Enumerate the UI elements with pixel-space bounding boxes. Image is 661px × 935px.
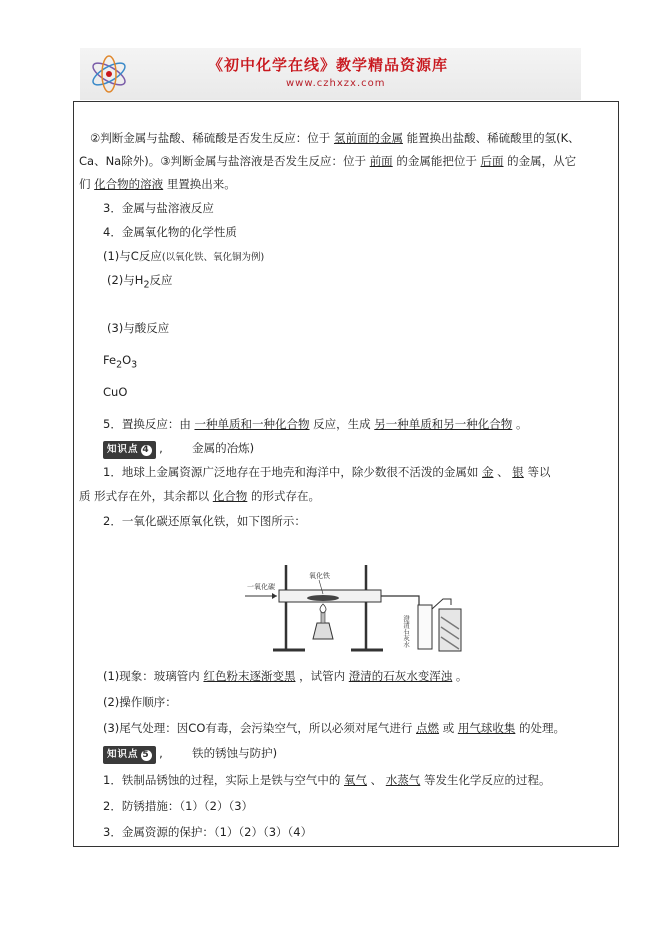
- text-line-7: (2)与$H_2$反应: [107, 273, 173, 291]
- text-line-8: (3)与酸反应: [107, 321, 170, 335]
- text-line-12: 1．地球上金属资源广泛地存在于地壳和海洋中，除少数很不活泼的金属如 金 、 银 等以: [103, 465, 551, 479]
- iron-oxide-powder: [307, 595, 339, 601]
- text-line-16: (2)操作顺序：: [103, 695, 177, 709]
- atom-logo-icon: [86, 52, 132, 96]
- text-line-11: 5．置换反应：由 一种单质和一种化合物 反应，生成 另一种单质和另一种化合物 。: [103, 417, 528, 431]
- text-line-6: (1)与C反应(以氧化铁、氧化铜为例): [103, 249, 265, 263]
- co-reduction-apparatus-diagram: [243, 557, 465, 657]
- knowledge-point-5: 知识点 5 , 铁的锈蚀与防护): [103, 745, 277, 764]
- iron-oxide-label: 氧化铁: [309, 572, 330, 580]
- knowledge-point-4: 知识点 4 , 金属的冶炼): [103, 440, 254, 459]
- banner-title: 《初中化学在线》教学精品资源库: [208, 56, 449, 74]
- text-line-14: 2．一氧化碳还原氧化铁，如下图所示：: [103, 514, 306, 528]
- text-line-19: 2．防锈措施：（1）（2）（3）: [103, 799, 254, 813]
- text-line-4: 3．金属与盐溶液反应: [103, 201, 214, 215]
- knowledge-badge-5: 知识点 5: [103, 746, 156, 764]
- text-line-17: (3)尾气处理：因CO有毒，会污染空气，所以必须对尾气进行 点燃 或 用气球收集 的处理。: [103, 721, 565, 735]
- text-line-1: ②判断金属与盐酸、稀硫酸是否发生反应：位于 氢前面的金属 能置换出盐酸、稀硫酸里的氢(K、: [90, 131, 580, 145]
- knowledge-badge-4: 知识点 4: [103, 441, 156, 459]
- text-line-18: 1．铁制品锈蚀的过程，实际上是铁与空气中的 氧气 、 水蒸气 等发生化学反应的过程。: [103, 773, 551, 787]
- text-line-3: 们 化合物的溶液 里置换出来。: [79, 177, 236, 191]
- text-line-9: $Fe_2O_3$: [103, 353, 138, 371]
- co-label: 一氧化碳: [247, 583, 275, 591]
- text-line-15: (1)现象：玻璃管内 红色粉末逐渐变黑 ，试管内 澄清的石灰水变浑浊 。: [103, 669, 468, 683]
- text-line-5: 4．金属氧化物的化学性质: [103, 225, 237, 239]
- text-line-20: 3．金属资源的保护：（1）（2）（3）（4）: [103, 825, 313, 839]
- text-line-2: Ca、Na除外)。③判断金属与盐溶液是否发生反应：位于 前面 的金属能把位于 后面 的金属，从它: [79, 154, 577, 168]
- limewater-label: 澄清石灰水: [402, 615, 410, 648]
- text-line-10: CuO: [103, 385, 128, 399]
- banner-url: www.czhxzx.com: [286, 78, 386, 89]
- text-line-13: 质 形式存在外，其余都以 化合物 的形式存在。: [79, 489, 320, 503]
